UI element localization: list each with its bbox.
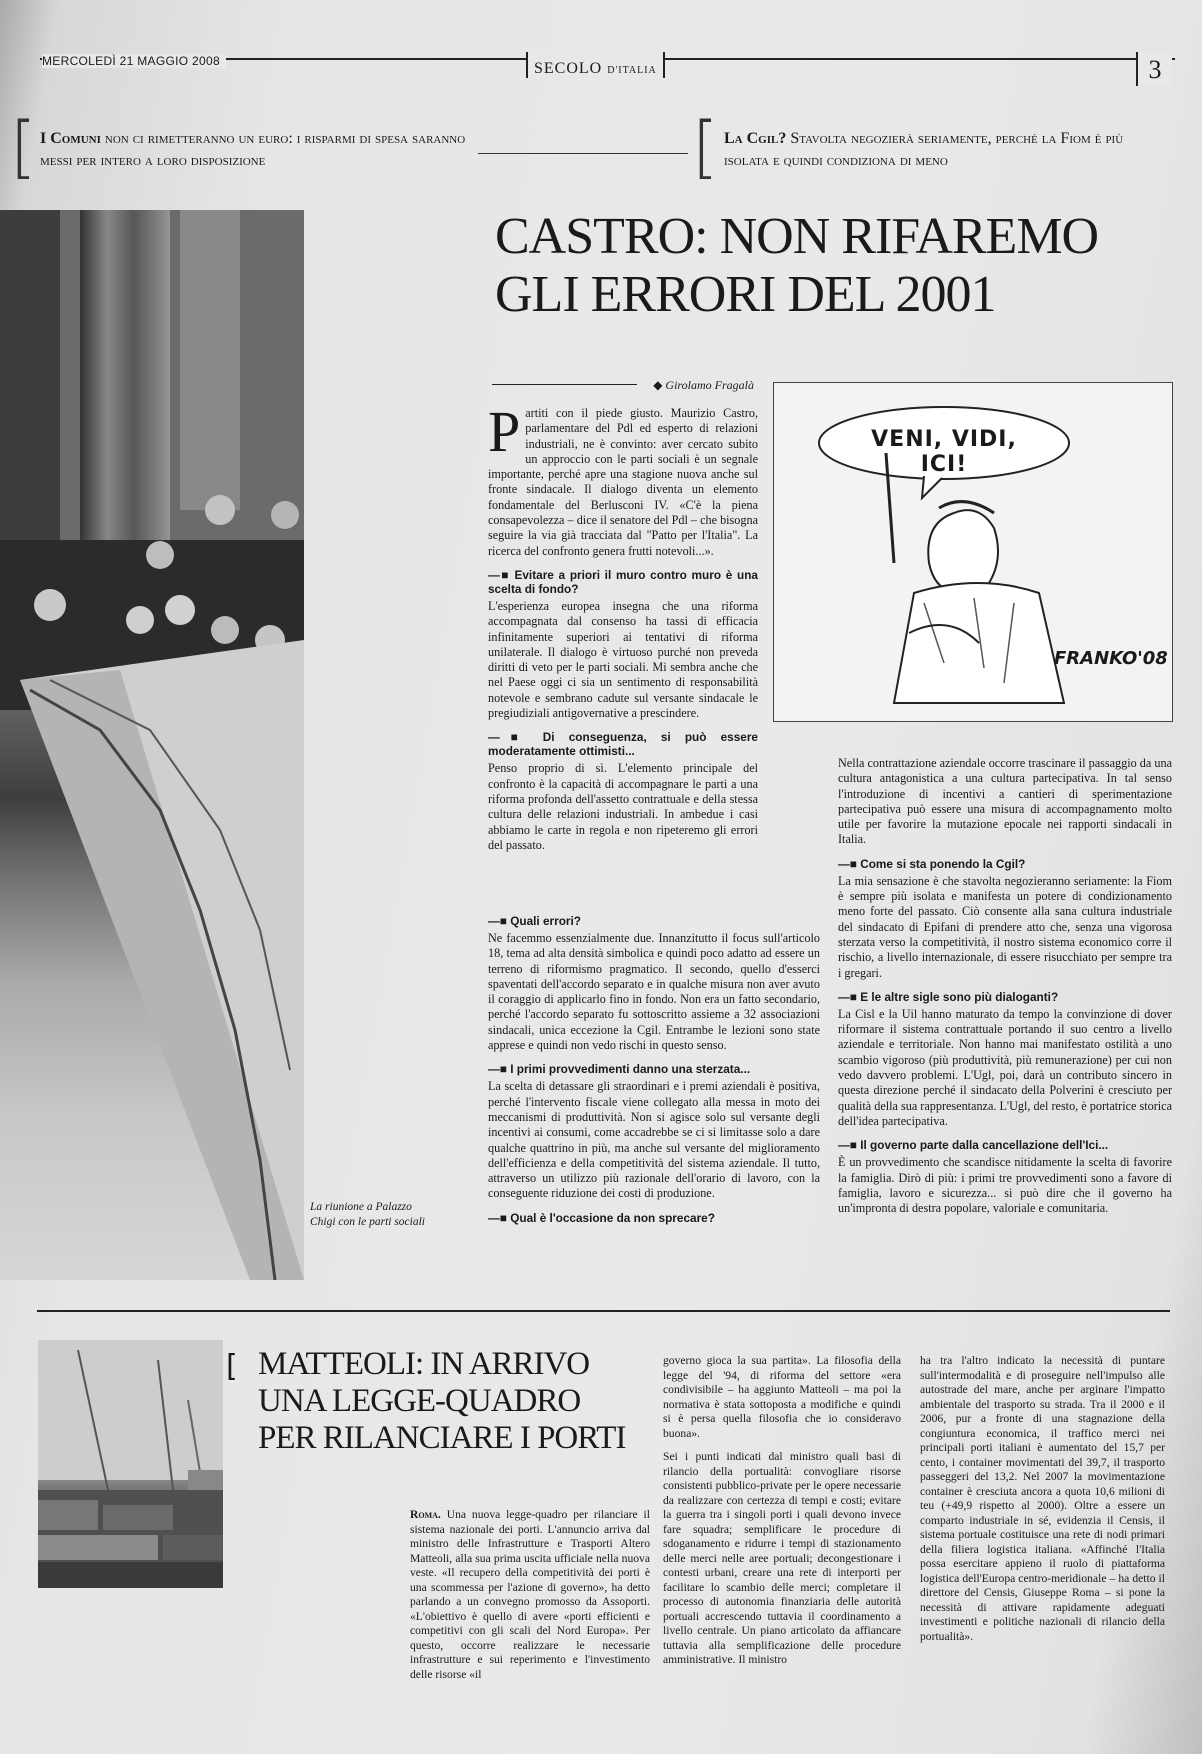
article2-headline-line3: PER RILANCIARE I PORTI	[258, 1420, 626, 1456]
quote-left-text: non ci rimetteranno un euro: i risparmi di spesa saranno messi per intero a loro disposizione	[40, 130, 466, 169]
port-photo-illustration	[38, 1340, 223, 1588]
article2-dateline: Roma.	[410, 1508, 441, 1521]
answer-1: L'esperienza europea insegna che una riforma accompagnata dal consenso ha tassi di efficacia infinitamente superiori ai tentativi di riforma unilaterale. Il dialogo è virtuoso purché non preveda diritti di veto per le parti sociali. Mi sembra anche che nel Paese oggi ci sia un sentimento di responsabilità notevole e sembrano cadute sul versante sindacale le pregiudiziali antigovernative a prescindere.	[488, 598, 758, 721]
article2-headline	[258, 1346, 658, 1457]
question-3: —■ Quali errori?	[488, 914, 820, 928]
meeting-photo	[0, 210, 304, 1280]
article2-column-1	[410, 1508, 650, 1682]
question-7: —■ E le altre sigle sono più dialoganti?	[838, 990, 1172, 1004]
article2-headline-line2: UNA LEGGE-QUADRO	[258, 1383, 581, 1419]
article1-column-3	[838, 756, 1172, 1225]
quote-right-text: Stavolta negozierà seriamente, perché la Fiom è più isolata e quindi condiziona di meno	[724, 130, 1124, 169]
page-number: 3	[1136, 52, 1172, 86]
article2-col2-para2: Sei i punti indicati dal ministro quali basi di rilancio della portualità: convogliare risorse consistenti pubblico-private per le opere necessarie da realizzare con certezza di tempi e costi; evitare la guerra tra i singoli porti i quali devono invece fare squadra; semplificare le procedure di sdoganamento e ridurre i tempi di stazionamento delle merci nelle aree portuali; decongestionare i contesti urbani, creare una rete di interporti per facilitare lo scambio delle merci; completare il processo di autonomia finanziaria delle autorità portuali accrescendo tuttavia il coordinamento a livello centrale. Un piano articolato da affiancare tuttavia alla semplificazione delle procedure amministrative. Il ministro	[663, 1450, 901, 1666]
article2-col2-para1: governo gioca la sua partita». La filosofia della legge del '94, di riforma del settore «era condivisibile – ha aggiunto Matteoli – ma poi la normativa è stata sottoposta a modifiche e quindi si è persa quella filosofia che io consideravo buona».	[663, 1354, 901, 1440]
answer-8: È un provvedimento che scandisce nitidamente la scelta di favorire la famiglia. Dirò di più: i primi tre provvedimenti sono a favore di famiglia, lavoro e sicurezza... si può dire che il governo ha un'impronta di destra popolare, valoriale e comunitaria.	[838, 1155, 1172, 1216]
section-divider	[37, 1310, 1170, 1312]
cartoon-signature: FRANKO'08	[1054, 648, 1168, 669]
answer-7: La Cisl e la Uil hanno maturato da tempo la convinzione di dover riformare il sistema contrattuale portando il suo centro a livello aziendale e territoriale. Non hanno mai manifestato ostilità a uno scambio vigoroso (più produttività, più remunerazione) per cui non vedo davvero problemi. L'Ugl, poi, darà un contributo sincero in questa direzione perché il sindacato della Polverini è cresciuto per qualità della sua rappresentanza. L'Ugl, del resto, è portatrice storica dell'idea partecipativa.	[838, 1006, 1172, 1128]
answer-2: Penso proprio di sì. L'elemento principale del confronto è la capacità di accompagnare le parti a una riforma profonda dell'assetto contrattuale e della stessa cultura delle relazioni industriali. In ambedue i casi abbiamo le carte in regola e non ripeteremo gli errori del passato.	[488, 761, 758, 852]
answer-3: Ne facemmo essenzialmente due. Innanzitutto il focus sull'articolo 18, tema ad alta densità simbolica e quindi poco adatto ad essere un terreno di riformismo pragmatico. Il secondo, quello d'esserci spaventati dell'accordo separato e in qualche misura non aver avuto il coraggio di applicarlo fino in fondo. Non era un fatto secondario, perché l'accordo separato fu sottoscritto assieme a 32 associazioni sindacali, unica eccezione la Cgil. Entrambe le lezioni sono state apprese e quindi non vedo rischi in questo senso.	[488, 931, 820, 1053]
meeting-photo-illustration	[0, 210, 304, 1280]
answer-4: La scelta di detassare gli straordinari e i premi aziendali è positiva, perché l'intervento fiscale viene collegato alla messa in moto dei meccanismi di produttività. Non si agisce solo sul versante degli incentivi ai consumi, come accadrebbe se ci si limitasse solo a dare qualche quattrino in più, ma anche sul versante del miglioramento dell'efficienza e della competitività del sistema aziendale. Il tutto, attraverso un utilizzo più razionale dell'orario di lavoro, con la conseguente riduzione dei costi di produzione.	[488, 1079, 820, 1201]
quote-bracket-right: [	[692, 108, 719, 187]
article2-col3-text: ha tra l'altro indicato la necessità di puntare sull'intermodalità e di proseguire nell'impulso alle autostrade del mare, anche per arginare l'impatto ambientale del trasporto su strada. Tra il 2000 e il 2006, pur a fronte di una stagnazione della congiuntura economica, il traffico merci nei principali porti italiani è aumentato del 15,7 per cento, i container movimentati del 39,7, il trasporto passeggeri del 13,2. Nel 2007 la movimentazione container è cresciuta ancora a quota 10,6 milioni di teu (+49,9 rispetto al 2000). Oltre a essere un comparto industriale in sé, evidenzia il Censis, il sistema portuale costituisce una rete di nodi primari della filiera logistica italiana. «Affinché l'Italia possa esercitare appieno il ruolo di piattaforma logistica dell'Europa centro-meridionale – ha detto il direttore del Censis, Giuseppe Roma – si pone la necessità di attivare rapidamente adeguati investimenti e politiche nazionali di rilancio della portualità».	[920, 1354, 1165, 1643]
answer-5: Nella contrattazione aziendale occorre trascinare il passaggio da una cultura antagonistica a una cultura partecipativa. In tal senso l'introduzione di incentivi a cantieri di sperimentazione partecipativa può essere una misura di accompagnamento molto utile per favorire la mutazione epocale nei rapporti sindacali in Italia.	[838, 756, 1172, 847]
article2-headline-line1: MATTEOLI: IN ARRIVO	[258, 1346, 590, 1382]
question-5: —■ Qual è l'occasione da non sprecare?	[488, 1211, 820, 1225]
newspaper-suffix: D'ITALIA	[607, 65, 657, 76]
quote-left-lead: I Comuni	[40, 130, 101, 147]
article1-intro-paragraph	[488, 399, 758, 559]
headline2-bracket: [	[226, 1349, 238, 1384]
question-4: —■ I primi provvedimenti danno una sterzata...	[488, 1062, 820, 1076]
article1-column-2	[488, 914, 820, 1228]
answer-6: La mia sensazione è che stavolta negozieranno seriamente: la Fiom è sempre più isolata e manifesta un potere di condizionamento meno forte del passato. Ciò consente alla sana cultura industriale del sindacato di Epifani di prendere atto che, senza una vigorosa sterzata verso la competitività, il nostro sistema economico corre il rischio, a livello internazionale, di essere risucchiato per sempre tra i gregari.	[838, 873, 1172, 980]
article2-column-2	[663, 1354, 901, 1677]
port-photo	[38, 1340, 223, 1588]
quote-right	[724, 128, 1169, 172]
article2-column-3	[920, 1354, 1165, 1653]
dropcap: P	[488, 399, 521, 464]
article1-headline-line2: GLI ERRORI DEL 2001	[495, 266, 996, 323]
cartoon	[773, 382, 1173, 722]
article2-col1-text: Una nuova legge-quadro per rilanciare il sistema nazionale dei porti. L'annuncio arriva dal ministro delle Infrastrutture e Trasporti Altero Matteoli, alla sua prima uscita ufficiale nella nuova veste. «Il recupero della competitività dei porti è una scommessa per l'azione di governo», ha detto parlando a un convegno promosso da Assoporti. «L'obiettivo è quello di avere «porti efficienti e competitivi con gli scali del Nord Europa». Per questo, occorre realizzare le necessarie infrastrutture e sui reperimento e l'investimento delle risorse «il	[410, 1508, 650, 1681]
article1-headline-line1: CASTRO: NON RIFAREMO	[495, 208, 1099, 265]
quote-left	[40, 128, 480, 172]
article1-column-1	[488, 399, 758, 862]
question-1: —■ Evitare a priori il muro contro muro è una scelta di fondo?	[488, 568, 758, 596]
article1-intro: artiti con il piede giusto. Maurizio Castro, parlamentare del Pdl ed esperto di relazioni industriali, ne è convinto: aver cercato subito un approccio con le parti sociali è un segnale importante, perché apre una stagione nuova anche sul fronte sindacale. Il dialogo diventa un elemento fondamentale del Berlusconi IV. «C'è la piena consapevolezza – dice il senatore del Pdl – che bisogna seguire la via già tracciata dal "Patto per l'Italia". La ricerca del confronto genera frutti notevoli...».	[488, 406, 758, 558]
question-8: —■ Il governo parte dalla cancellazione dell'Ici...	[838, 1138, 1172, 1152]
byline: ◆ Girolamo Fragalà	[653, 378, 754, 392]
article1-headline	[495, 208, 1175, 324]
question-2: —■ Di conseguenza, si può essere moderatamente ottimisti...	[488, 730, 758, 758]
masthead-newspaper	[526, 52, 665, 78]
newspaper-name: SECOLO	[534, 60, 603, 77]
question-6: —■ Come si sta ponendo la Cgil?	[838, 857, 1172, 871]
masthead-date: MERCOLEDÌ 21 MAGGIO 2008	[42, 54, 226, 68]
quote-bracket-left: [	[10, 108, 37, 187]
quote-rule	[478, 153, 688, 154]
quote-right-lead: La Cgil?	[724, 130, 787, 147]
photo-caption: La riunione a Palazzo Chigi con le parti sociali	[310, 1201, 425, 1228]
cartoon-balloon-text: VENI, VIDI, ICI!	[871, 427, 1017, 477]
